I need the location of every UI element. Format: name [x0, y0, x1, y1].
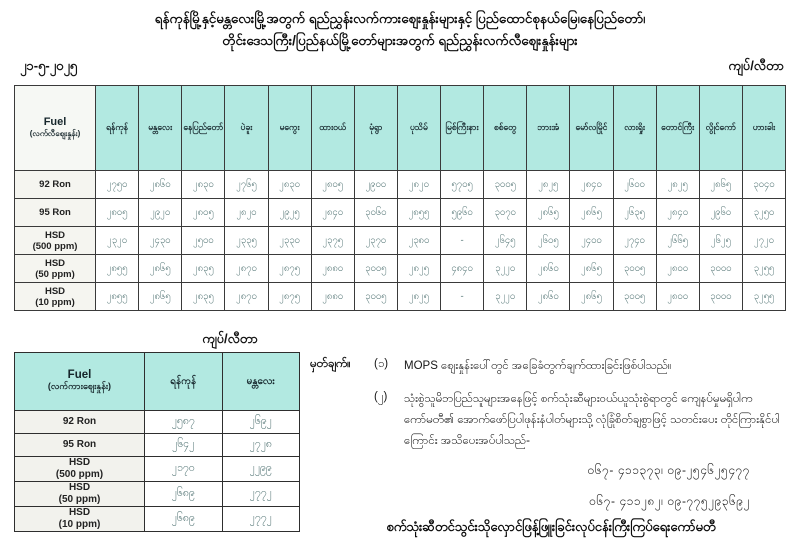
price-cell: ၂၈၄၀	[311, 199, 354, 227]
price-cell: ၂၈၅၅	[96, 283, 139, 311]
price-cell: ၂၈၆၀	[527, 283, 570, 311]
title-line-2: တိုင်းဒေသကြီး/ပြည်နယ်မြို့တော်များအတွက် ရည်ညွှန်းလက်လီဈေးနှုန်းများ	[222, 33, 578, 48]
column-header: ရန်ကုန်	[96, 86, 139, 171]
price-cell: ၂၈၃၅	[182, 255, 225, 283]
price-cell: ၂၆၀၀	[613, 171, 656, 199]
note-text: MOPS ဈေးနှုန်းပေါ်တွင် အခြေခံတွက်ချက်ထားခြင်းဖြစ်ပါသည်။	[404, 360, 672, 372]
column-header: လားရှိုး	[613, 86, 656, 171]
row-label: 92 Ron	[15, 411, 145, 434]
price-cell: ၂၈၆၀	[139, 171, 182, 199]
column-header: ဘားအံ	[527, 86, 570, 171]
column-header: ထားဝယ်	[311, 86, 354, 171]
price-cell: ၂၂၉၉	[222, 457, 300, 482]
price-cell: -	[441, 283, 484, 311]
price-cell: ၂၈၇၀	[225, 283, 268, 311]
note-item-2	[310, 389, 792, 452]
price-cell: ၂၈၆၅	[527, 199, 570, 227]
unit-label: ကျပ်/လီတာ	[728, 58, 784, 73]
header-row	[15, 353, 300, 411]
price-cell: ၃၀၀၀	[699, 283, 742, 311]
column-header: ရန်ကုန်	[145, 353, 223, 411]
fuel-header-label: Fuel	[43, 116, 67, 128]
price-cell: ၃၂၂၀	[484, 255, 527, 283]
table-row	[15, 507, 300, 532]
title-line-1: ရန်ကုန်မြို့နှင့်မန္တလေးမြို့အတွက် ရည်ညွှန်းလက်ကားဈေးနှုန်းများနှင့် ပြည်ထောင်စုနယ်မြေ၊နေပြည်တော်၊	[154, 11, 646, 26]
price-cell: ၃၂၅၅	[742, 255, 785, 283]
price-cell: ၂၃၂၀	[96, 227, 139, 255]
price-cell: ၂၈၃၀	[182, 171, 225, 199]
price-cell: ၂၆၈၉	[145, 507, 223, 532]
price-cell: ၃၀၀၅	[354, 255, 397, 283]
price-cell: ၂၈၇၅	[268, 283, 311, 311]
retail-price-table	[14, 85, 786, 310]
price-cell: ၂၈၆၅	[139, 283, 182, 311]
price-cell: ၂၉၂၀	[139, 199, 182, 227]
table-row	[15, 482, 300, 507]
price-cell: ၂၇၂၀	[742, 227, 785, 255]
price-cell: ၂၆၉၂	[222, 411, 300, 434]
price-cell: ၂၁၇၀	[145, 457, 223, 482]
price-cell: ၂၇၇၂	[222, 507, 300, 532]
row-label: HSD (50 ppm)	[15, 482, 145, 507]
row-label: HSD (500 ppm)	[15, 227, 96, 255]
note-number: (၂)	[374, 391, 388, 403]
price-cell: ၂၅၈၇	[145, 411, 223, 434]
column-header: မြစ်ကြီးနား	[441, 86, 484, 171]
note-text: သုံးစွဲသူမိဘပြည်သူများအနေဖြင့် စက်သုံးဆီများဝယ်ယူသုံးစွဲရာတွင် ကျေနပ်မှုမရှိပါက ကော်မတီ၏ အောက်ဖော်ပြပါဖုန်းနံပါတ်များသို့ လုံခြုံစိတ်ချစွာဖြင့် သတင်းပေး တိုင်ကြားနိုင်ပါကြောင်း အသိပေးအပ်ပါသည်-	[404, 393, 781, 447]
price-cell: ၂၈၀၀	[656, 283, 699, 311]
price-cell: ၂၈၆၅	[570, 199, 613, 227]
fuel-header-sublabel: (လက်လီဈေးနှုန်း)	[29, 129, 81, 138]
price-cell: ၂၉၀၀	[354, 171, 397, 199]
table-row	[15, 457, 300, 482]
wholesale-price-table-grid	[14, 352, 300, 532]
row-label: HSD (10 ppm)	[15, 507, 145, 532]
price-cell: ၂၈၇၀	[225, 255, 268, 283]
price-cell: ၂၈၀၀	[656, 255, 699, 283]
phone-line-2: ၀၆၇- ၄၁၁၂၈၂၊ ၀၉-၇၇၅၂၉၃၆၉၂	[589, 494, 750, 508]
fuel-column-header	[15, 353, 145, 411]
price-cell: ၃၀၀၅	[613, 283, 656, 311]
price-cell: ၂၇၅၀	[96, 171, 139, 199]
price-cell: ၂၉၆၀	[699, 199, 742, 227]
column-header: မန္တလေး	[139, 86, 182, 171]
table-row	[15, 255, 786, 283]
header-row	[15, 86, 786, 171]
price-cell: ၂၈၄၀	[656, 199, 699, 227]
price-cell: ၂၈၆၅	[570, 255, 613, 283]
price-cell: ၂၈၀၅	[311, 171, 354, 199]
price-cell: ၂၆၃၅	[613, 199, 656, 227]
price-cell: ၂၃၃၀	[268, 227, 311, 255]
notes-heading: မှတ်ချက်။	[310, 358, 351, 370]
price-cell: ၂၈၂၅	[656, 171, 699, 199]
price-cell: ၂၃၃၅	[225, 227, 268, 255]
price-cell: ၂၈၇၅	[268, 255, 311, 283]
row-label: 95 Ron	[15, 199, 96, 227]
price-cell: ၄၈၄၀	[441, 255, 484, 283]
price-cell: ၂၈၀၅	[96, 199, 139, 227]
price-cell: ၂၆၆၅	[656, 227, 699, 255]
table-row	[15, 434, 300, 457]
note-number: (၁)	[374, 358, 389, 370]
column-header: ပဲခူး	[225, 86, 268, 171]
price-cell: ၂၇၇၂	[222, 482, 300, 507]
price-cell: ၂၇၄၀	[613, 227, 656, 255]
price-cell: ၂၈၀၅	[182, 199, 225, 227]
price-cell: ၃၂၅၀	[742, 199, 785, 227]
price-cell: ၂၈၃၀	[268, 171, 311, 199]
price-cell: ၃၂၂၀	[484, 283, 527, 311]
table-row	[15, 171, 786, 199]
wholesale-price-table	[14, 352, 300, 532]
price-cell: ၂၈၄၀	[570, 171, 613, 199]
price-cell: ၂၄၀၀	[570, 227, 613, 255]
price-cell: ၂၈၂၅	[397, 283, 440, 311]
column-header: နေပြည်တော်	[182, 86, 225, 171]
price-cell: ၂၃၇၀	[354, 227, 397, 255]
price-cell: ၂၆၂၅	[699, 227, 742, 255]
price-cell: ၂၈၆၅	[570, 283, 613, 311]
price-cell: ၃၀၀၅	[484, 171, 527, 199]
price-cell: ၂၇၆၅	[225, 171, 268, 199]
price-cell: ၂၃၇၅	[311, 227, 354, 255]
hotline-numbers	[310, 462, 750, 524]
table-row	[15, 227, 786, 255]
row-label: HSD (10 ppm)	[15, 283, 96, 311]
notes-section	[310, 356, 792, 464]
row-label: HSD (50 ppm)	[15, 255, 96, 283]
price-cell: ၂၈၂၀	[397, 171, 440, 199]
price-cell: ၃၂၅၅	[742, 283, 785, 311]
price-cell: ၃၀၀၀	[699, 255, 742, 283]
price-cell: ၃၀၆၀	[354, 199, 397, 227]
column-header: တောင်ကြီး	[656, 86, 699, 171]
price-cell: -	[441, 227, 484, 255]
fuel-header-label: Fuel	[67, 369, 92, 381]
price-cell: ၅၇၀၅	[441, 171, 484, 199]
column-header: ဟားခါး	[742, 86, 785, 171]
date: ၂၁-၅-၂၀၂၅	[20, 58, 78, 73]
column-header: မကွေး	[268, 86, 311, 171]
fuel-column-header	[15, 86, 96, 171]
price-cell: ၃၀၀၅	[613, 255, 656, 283]
price-cell: ၂၆၈၉	[145, 482, 223, 507]
price-cell: ၂၈၅၅	[96, 255, 139, 283]
table-row	[15, 411, 300, 434]
price-cell: ၂၆၀၅	[527, 227, 570, 255]
price-cell: ၂၈၂၅	[397, 255, 440, 283]
price-cell: ၂၆၄၂	[145, 434, 223, 457]
column-header: လွိုင်ကော်	[699, 86, 742, 171]
price-cell: ၂၉၂၅	[268, 199, 311, 227]
row-label: HSD (500 ppm)	[15, 457, 145, 482]
price-cell: ၂၈၂၀	[225, 199, 268, 227]
price-cell: ၂၈၆၅	[699, 171, 742, 199]
column-header: စစ်တွေ	[484, 86, 527, 171]
retail-price-table-grid	[14, 85, 786, 311]
committee-footer: စက်သုံးဆီတင်သွင်းသိုလှောင်ဖြန့်ဖြူးခြင်းလုပ်ငန်းကြီးကြပ်ရေးကော်မတီ	[386, 519, 716, 534]
unit-label-2: ကျပ်/လီတာ	[202, 331, 258, 346]
table-row	[15, 283, 786, 311]
column-header: မုံရွာ	[354, 86, 397, 171]
price-cell: ၂၈၂၅	[527, 171, 570, 199]
price-cell: ၅၉၆၀	[441, 199, 484, 227]
price-cell: ၂၈၅၅	[397, 199, 440, 227]
column-header: ပုသိမ်	[397, 86, 440, 171]
phone-line-1: ၀၆၇- ၄၁၁၃၇၃၊ ၀၉-၂၅၄၆၂၅၄၇၇	[587, 463, 750, 477]
price-cell: ၂၅၀၀	[182, 227, 225, 255]
column-header: မန္တလေး	[222, 353, 300, 411]
price-cell: ၃၀၄၀	[742, 171, 785, 199]
price-cell: ၃၀၀၅	[354, 283, 397, 311]
price-cell: ၂၈၈၀	[311, 255, 354, 283]
price-cell: ၂၄၃၀	[139, 227, 182, 255]
price-cell: ၂၇၂၈	[222, 434, 300, 457]
price-cell: ၂၃၈၀	[397, 227, 440, 255]
page-title	[0, 8, 800, 52]
price-cell: ၂၆၄၅	[484, 227, 527, 255]
table-row	[15, 199, 786, 227]
row-label: 92 Ron	[15, 171, 96, 199]
meta-row	[20, 58, 784, 78]
price-cell: ၂၈၆၅	[139, 255, 182, 283]
price-cell: ၂၈၈၀	[311, 283, 354, 311]
row-label: 95 Ron	[15, 434, 145, 457]
price-cell: ၃၀၇၀	[484, 199, 527, 227]
fuel-header-sublabel: (လက်ကားဈေးနှုန်း)	[47, 381, 112, 391]
note-item-1	[310, 356, 792, 377]
price-cell: ၂၈၃၅	[182, 283, 225, 311]
note-spacer	[310, 389, 370, 452]
price-cell: ၂၈၆၀	[527, 255, 570, 283]
column-header: မော်လမြိုင်	[570, 86, 613, 171]
